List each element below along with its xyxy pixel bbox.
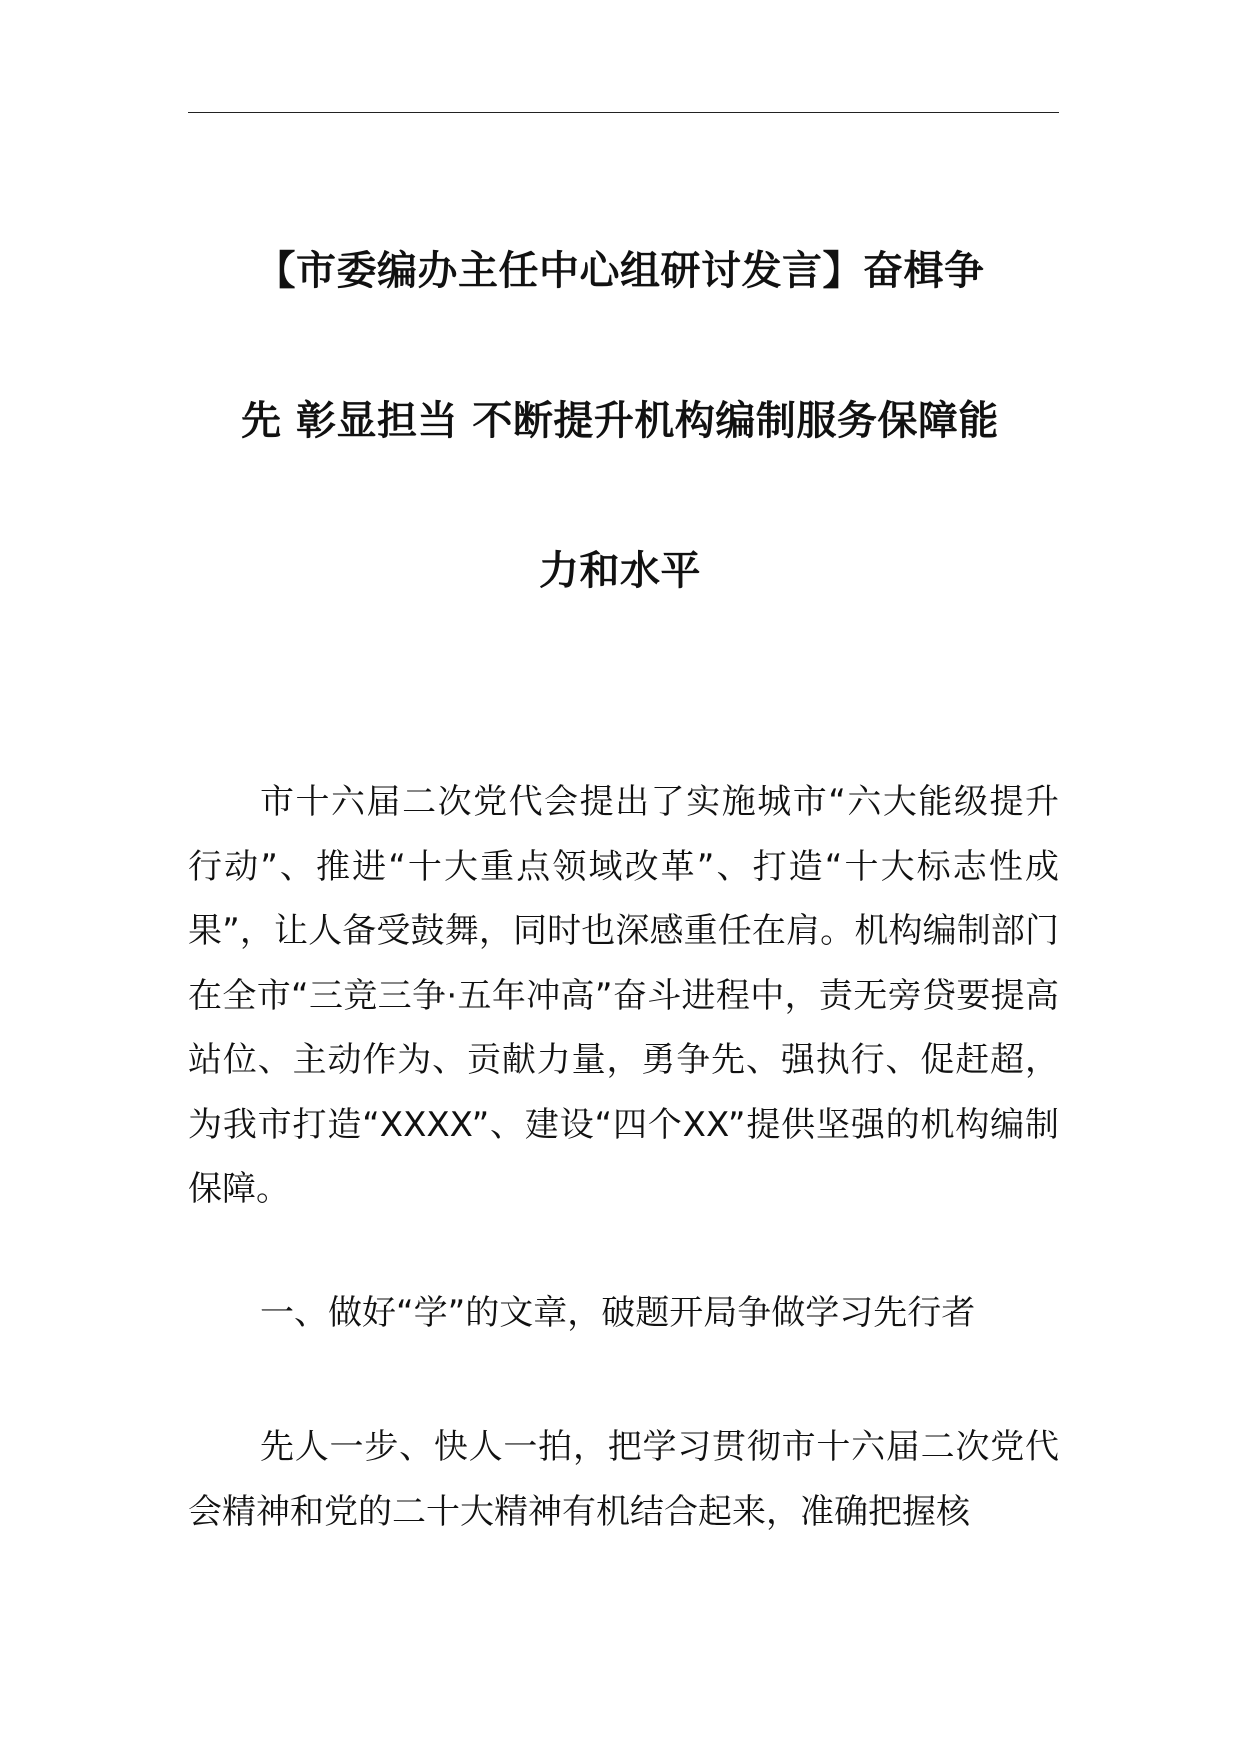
title-line-1: 【市委编办主任中心组研讨发言】奋楫争 — [255, 248, 985, 294]
title-line-2: 先 彰显担当 不断提升机构编制服务保障能 — [241, 398, 999, 444]
section-1-paragraph: 先人一步、快人一拍，把学习贯彻市十六届二次党代会精神和党的二十大精神有机结合起来，准确把握核 — [188, 1427, 1059, 1532]
title-line-3: 力和水平 — [539, 548, 701, 594]
section-heading-1: 一、做好“学”的文章，破题开局争做学习先行者 — [260, 1293, 976, 1333]
header-rule — [188, 112, 1059, 113]
document-title — [180, 196, 1060, 646]
intro-paragraph: 市十六届二次党代会提出了实施城市“六大能级提升行动”、推进“十大重点领域改革”、打造“十大标志性成果”，让人备受鼓舞，同时也深感重任在肩。机构编制部门在全市“三竞三争·五年冲高”奋斗进程中，责无旁贷要提高站位、主动作为、贡献力量，勇争先、强执行、促赶超，为我市打造“XXXX”、建设“四个XX”提供坚强的机构编制保障。 — [188, 782, 1059, 1209]
